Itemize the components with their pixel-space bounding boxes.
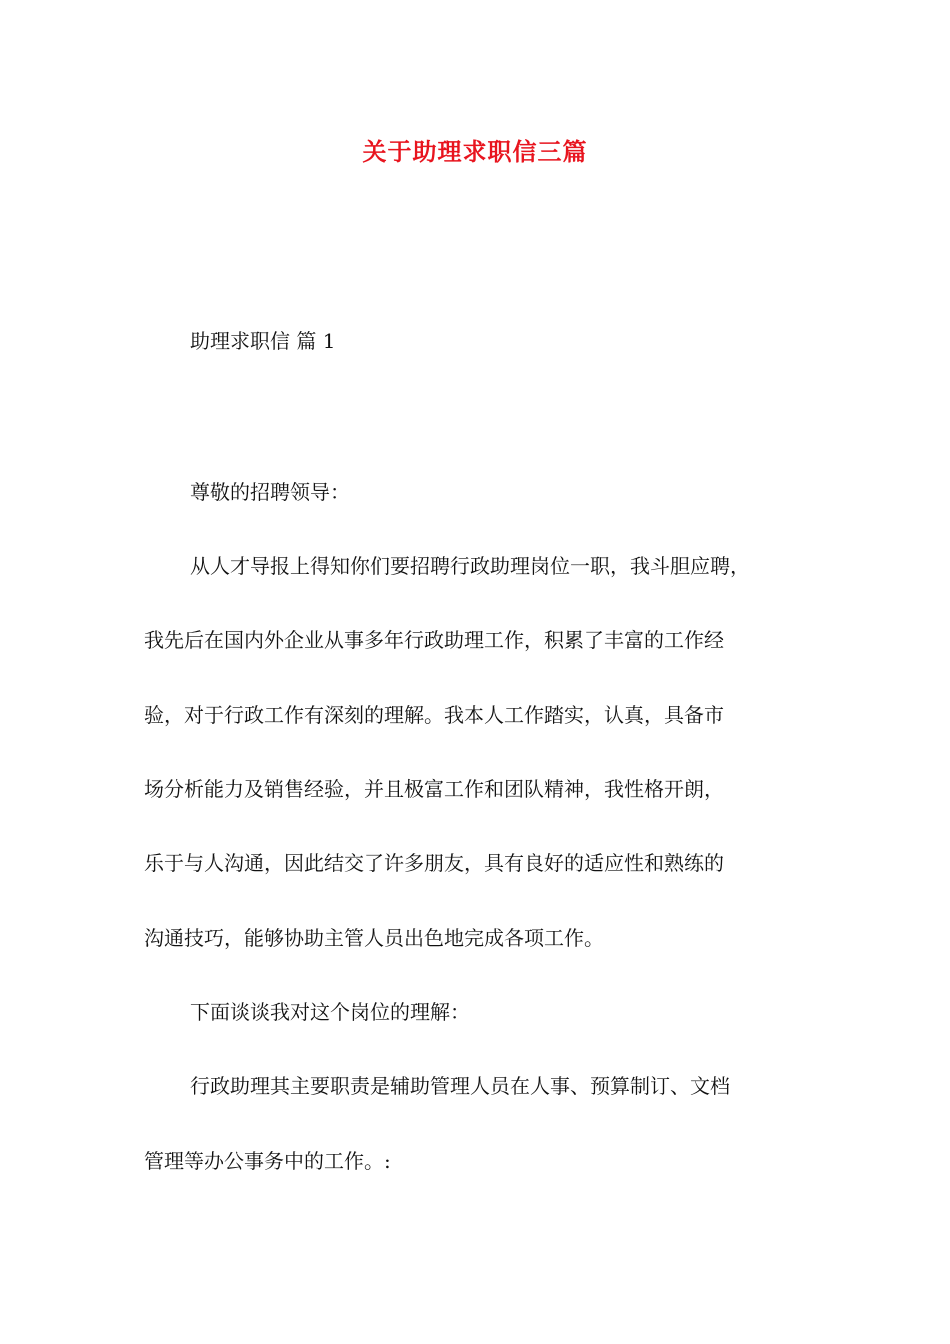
paragraph-line: 管理等办公事务中的工作。: [144,1149,391,1173]
paragraph-line: 乐于与人沟通，因此结交了许多朋友，具有良好的适应性和熟练的 [144,851,724,875]
paragraph-line: 场分析能力及销售经验，并且极富工作和团队精神，我性格开朗， [144,777,724,801]
paragraph-line: 从人才导报上得知你们要招聘行政助理岗位一职，我斗胆应聘， [190,554,750,578]
paragraph-line: 我先后在国内外企业从事多年行政助理工作，积累了丰富的工作经 [144,628,724,652]
paragraph-line: 验，对于行政工作有深刻的理解。我本人工作踏实，认真，具备市 [144,703,724,727]
paragraph-line: 沟通技巧，能够协助主管人员出色地完成各项工作。 [144,926,604,950]
document-title: 关于助理求职信三篇 [362,137,588,166]
section-heading: 助理求职信 篇 1 [190,329,336,353]
paragraph-line: 行政助理其主要职责是辅助管理人员在人事、预算制订、文档 [190,1074,730,1098]
paragraph-line: 下面谈谈我对这个岗位的理解： [190,1000,470,1024]
salutation: 尊敬的招聘领导： [190,480,350,504]
